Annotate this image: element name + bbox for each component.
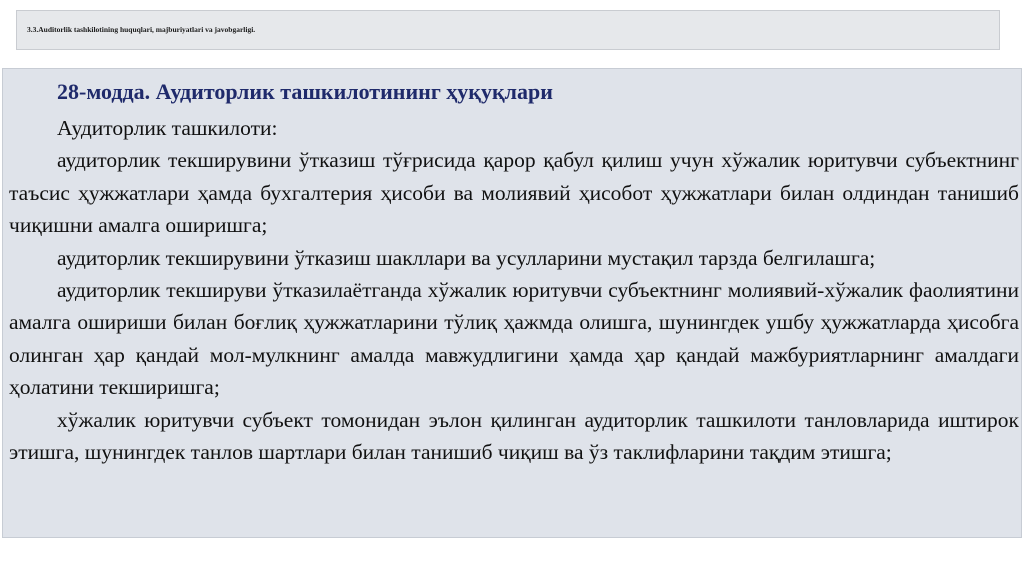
article-body [9, 112, 1019, 468]
paragraph-right-3: аудиторлик текшируви ўтказилаётганда хўжалик юритувчи субъектнинг молиявий-хўжалик фаолиятини амалга ошириши билан боғлиқ ҳужжатларини тўлиқ ҳажмда олишга, шунингдек ушбу ҳужжатларда ҳисобга олинган ҳар қандай мол-мулкнинг амалда мавжудлигини ҳамда ҳар қандай мажбуриятларнинг амалдаги ҳолатини текширишга; [9, 278, 1019, 400]
section-title: 3.3.Auditorlik tashkilotining huquqlari, majburiyatlari va javobgarligi. [27, 25, 256, 34]
paragraph-intro: Аудиторлик ташкилоти: [57, 116, 278, 140]
paragraph-right-1: аудиторлик текширувини ўтказиш тўғрисида қарор қабул қилиш учун хўжалик юритувчи субъектнинг таъсис ҳужжатлари ҳамда бухгалтерия ҳисоби ва молиявий ҳисобот ҳужжатлари билан олдиндан танишиб чиқишни амалга оширишга; [9, 148, 1019, 238]
article-title: 28-модда. Аудиторлик ташкилотининг ҳуқуқлари [57, 79, 553, 104]
section-header [16, 10, 1000, 50]
paragraph-right-4: хўжалик юритувчи субъект томонидан эълон қилинган аудиторлик ташкилоти танловларида иштирок этишга, шунингдек танлов шартлари билан танишиб чиқиш ва ўз таклифларини тақдим этишга; [9, 407, 1019, 465]
paragraph-right-2: аудиторлик текширувини ўтказиш шакллари ва усулларини мустақил тарзда белгилашга; [57, 245, 876, 270]
content-panel [2, 68, 1022, 538]
